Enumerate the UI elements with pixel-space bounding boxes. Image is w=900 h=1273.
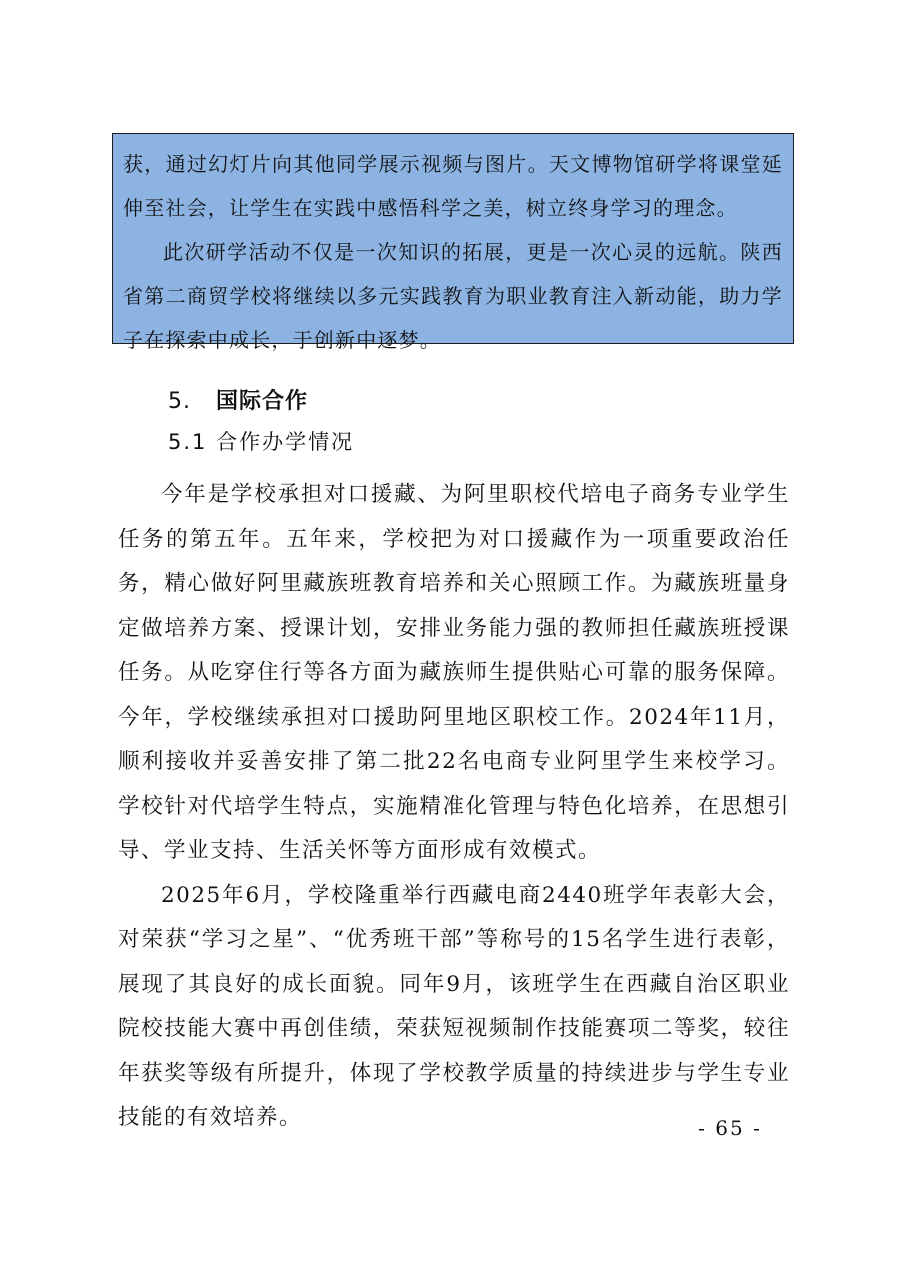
body-paragraph-1: 今年是学校承担对口援藏、为阿里职校代培电子商务专业学生任务的第五年。五年来，学校把为对口援藏作为一项重要政治任务，精心做好阿里藏族班教育培养和关心照顾工作。为藏族班量身定做培养方案、授课计划，安排业务能力强的教师担任藏族班授课任务。从吃穿住行等各方面为藏族师生提供贴心可靠的服务保障。今年，学校继续承担对口援助阿里地区职校工作。2024年11月，顺利接收并妥善安排了第二批22名电商专业阿里学生来校学习。学校针对代培学生特点，实施精准化管理与特色化培养，在思想引导、学业支持、生活关怀等方面形成有效模式。 (118, 482, 790, 863)
section-heading (168, 382, 308, 422)
boxed-paragraph-1: 获，通过幻灯片向其他同学展示视频与图片。天文博物馆研学将课堂延伸至社会，让学生在实践中感悟科学之美，树立终身学习的理念。 (123, 152, 783, 220)
section-title: 国际合作 (216, 389, 309, 414)
boxed-paragraph-2: 此次研学活动不仅是一次知识的拓展，更是一次心灵的远航。陕西省第二商贸学校将继续以多元实践教育为职业教育注入新动能，助力学子在探索中成长，于创新中逐梦。 (123, 240, 783, 352)
highlighted-text-box (112, 133, 794, 352)
body-text (118, 473, 790, 1141)
page-number: - 65 - (698, 1116, 762, 1140)
section-number: 5. (168, 389, 191, 414)
subsection-heading: 5.1 合作办学情况 (168, 430, 355, 454)
body-paragraph-2: 2025年6月，学校隆重举行西藏电商2440班学年表彰大会，对荣获“学习之星”、“优秀班干部”等称号的15名学生进行表彰，展现了其良好的成长面貌。同年9月，该班学生在西藏自治区职业院校技能大赛中再创佳绩，荣获短视频制作技能赛项二等奖，较往年获奖等级有所提升，体现了学校教学质量的持续进步与学生专业技能的有效培养。 (118, 882, 790, 1130)
